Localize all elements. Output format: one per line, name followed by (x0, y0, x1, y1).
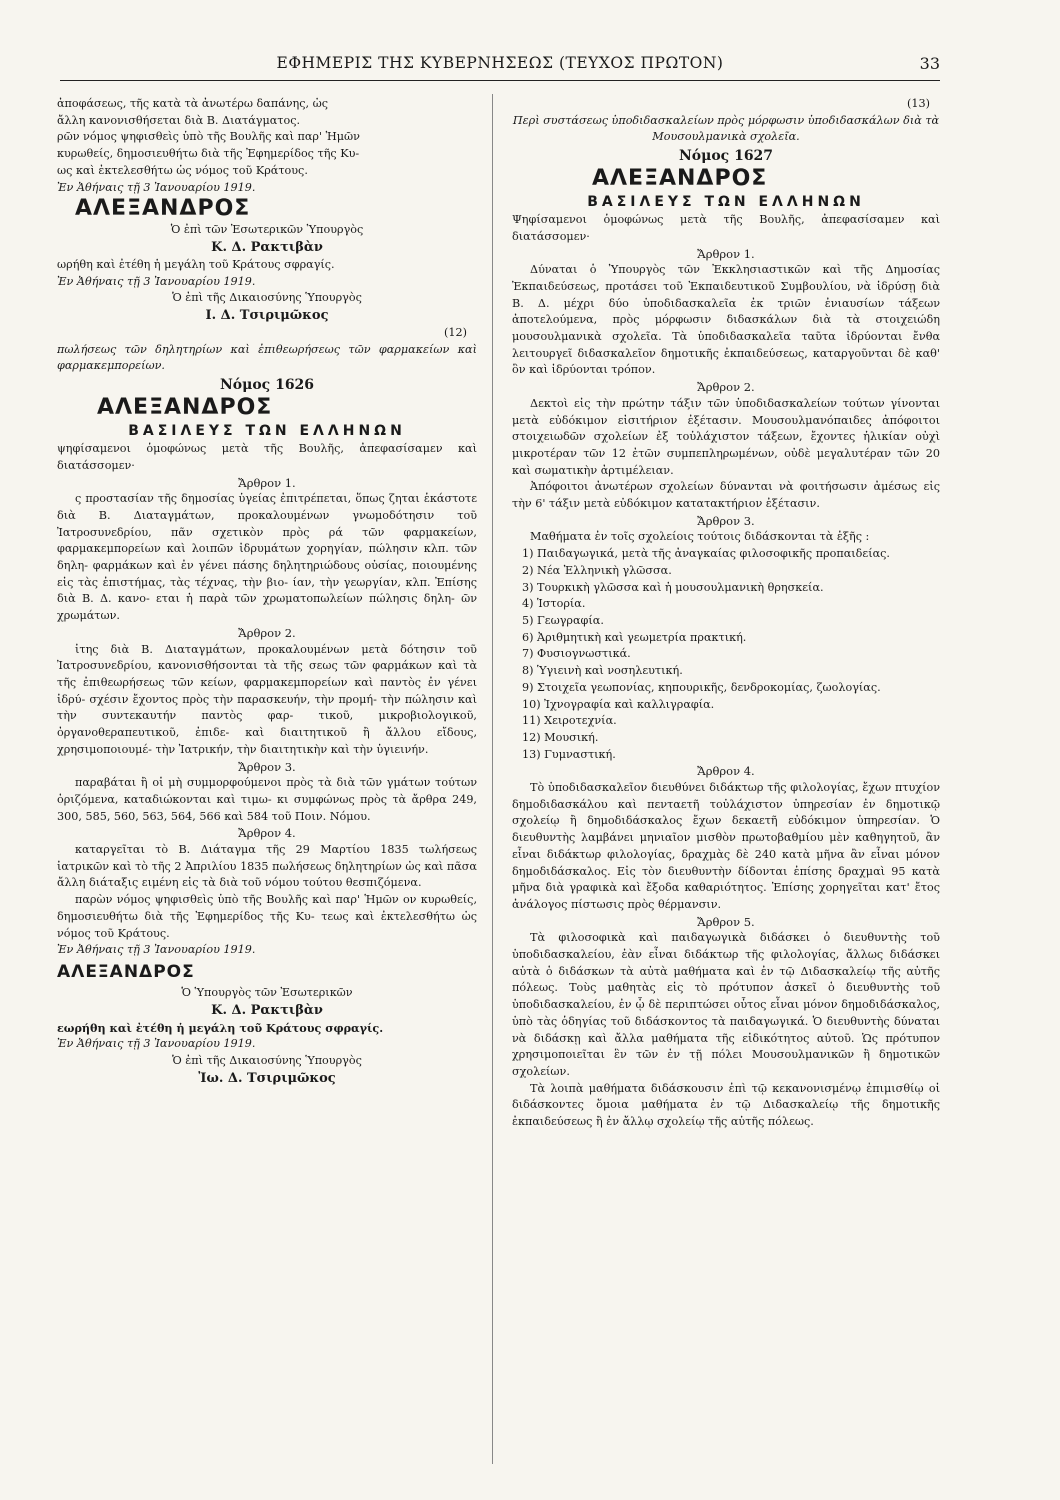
subject-item: 4) Ἱστορία. (522, 597, 586, 611)
minister-role: Ὁ ἐπὶ τῆς Δικαιοσύνης Ὑπουργὸς (172, 291, 362, 305)
column-divider (492, 94, 493, 1464)
page-number: 33 (919, 54, 940, 73)
left-column (57, 96, 477, 1486)
law-title: Νόμος 1626 (219, 377, 315, 394)
subject-item: 2) Νέα Ἑλληνικὴ γλῶσσα. (522, 563, 672, 577)
article-text: παραβάται ἢ οἱ μὴ συμμορφούμενοι πρὸς τὰ διὰ τῶν γμάτων τούτων ὁριζόμενα, καταδιώκονται καὶ τιμω- κι συμφώνως πρὸς τὰ ἄρθρα 249, 300, 585, 560, 563, 564, 566 καὶ 584 τοῦ Ποιν. Νόμου. (57, 776, 477, 823)
article-heading: Ἄρθρον 5. (697, 914, 755, 929)
minister-role: Ὁ ἐπὶ τῶν Ἐσωτερικῶν Ὑπουργὸς (170, 223, 364, 237)
intro-line: ἀποφάσεως, τῆς κατὰ τὰ ἀνωτέρω δαπάνης, ὡς (57, 97, 329, 110)
minister-name: Ἰω. Δ. Τσιριμῶκος (198, 1070, 336, 1086)
subject-item: 8) Ὑγιεινὴ καὶ νοσηλευτική. (522, 664, 683, 678)
minister-name: Κ. Δ. Ρακτιβὰν (211, 1002, 323, 1018)
article-text: Τὸ ὑποδιδασκαλεῖον διευθύνει διδάκτωρ τῆς φιλολογίας, ἔχων πτυχίον δημοδιδασκάλου καὶ πενταετῆ τοὐλάχιστον ὑπηρεσίαν ἐν δημοτικῷ σχολείῳ ἢ δημοδιδάσκαλος ἔχων δεκαετῆ εὐδόκιμον ὑπηρεσίαν. Ὁ διευθυντὴς λαμβάνει μηνιαῖον μισθὸν πρωτοβαθμίου μὲν καθηγητοῦ, ἂν εἶναι διδάκτωρ φιλολογίας, δραχμὰς δὲ 240 κατὰ μῆνα ἂν εἶναι μόνον δημοδιδάσκαλος. Εἰς τὸν διευθυντὴν δίδονται ἐπίσης δραχμαὶ 95 κατὰ μῆνα διὰ γραφικὰ καὶ ἔξοδα καθαριότητος. Ἐπίσης χορηγεῖται κατ' ἔτος ἀνάλογος πίστωσις πρὸς θέρμανσιν. (512, 781, 940, 911)
article-text: ἰτης διὰ Β. Διαταγμάτων, προκαλουμένων μετὰ δότησιν τοῦ Ἰατροσυνεδρίου, κανονισθήσονται τὰ τῆς σεως τῶν φαρμάκων καὶ τὰ τῆς ἐπιθεωρήσεως τῶν κείων, φαρμακεμπορείων καὶ παντὸς ἐν γένει ἰδρύ- σχέσιν ἔχοντος πρὸς τὴν παρασκευήν, τὴν προμή- τὴν πώλησιν καὶ τὴν συντεκαυτήν παντὸς φαρ- τικοῦ, μικροβιολογικοῦ, ὀργανοθεραπευτικοῦ, ἐπιδε- καὶ διαιτητικοῦ ἢ ἄλλου εἴδους, χρησιμοποιουμέ- τὴν Ἰατρικήν, τὴν διαιτητικὴν καὶ τὴν ὑγιεινήν. (57, 642, 477, 756)
article-text: Τὰ λοιπὰ μαθήματα διδάσκουσιν ἐπὶ τῷ κεκανονισμένῳ ἐπιμισθίῳ οἱ διδάσκοντες ὅμοια μαθήματα ἐν τῷ Διδασκαλείῳ τῆς δημοτικῆς ἐκπαιδεύσεως ἢ ἐν ἄλλῳ σχολείῳ τῆς αὐτῆς πόλεως. (512, 1081, 940, 1129)
article-heading: Ἄρθρον 2. (697, 380, 755, 395)
article-text: Δύναται ὁ Ὑπουργὸς τῶν Ἐκκλησιαστικῶν καὶ τῆς Δημοσίας Ἐκπαιδεύσεως, προτάσει τοῦ Ἐκπαιδευτικοῦ Συμβουλίου, νὰ ἱδρύσῃ διὰ Β. Δ. μέχρι δύο ὑποδιδασκαλεῖα ἐκ τριῶν ἐνιαυσίων τάξεων ἀποτελούμενα, πρὸς μόρφωσιν διδασκάλων διὰ τὰ στοιχειώδη μουσουλμανικὰ σχολεῖα. Τὰ ὑποδιδασκαλεῖα ταῦτα ἱδρύονται ἔνθα λειτουργεῖ διδασκαλεῖον δημοτικῆς ἐκπαιδεύσεως, καταργοῦνται δὲ καθ' ὃν καὶ ἱδρύονται τρόπον. (512, 263, 940, 377)
intro-line: ρῶν νόμος ψηφισθεὶς ὑπὸ τῆς Βουλῆς καὶ παρ' Ἡμῶν (57, 130, 360, 144)
minister-name: Κ. Δ. Ρακτιβὰν (211, 239, 323, 255)
subject-item: 6) Ἀριθμητικὴ καὶ γεωμετρία πρακτική. (522, 630, 747, 644)
date-line: Ἐν Ἀθήναις τῇ 3 Ἰανουαρίου 1919. (57, 943, 256, 957)
intro-line: κυρωθείς, δημοσιευθήτω διὰ τῆς Ἐφημερίδος τῆς Κυ- (57, 147, 360, 161)
law-number: (13) (907, 97, 930, 110)
law-subject: Περὶ συστάσεως ὑποδιδασκαλείων πρὸς μόρφωσιν ὑποδιδασκάλων διὰ τὰ Μουσουλμανικὰ σχολεῖα. (512, 113, 940, 144)
date-line: Ἐν Ἀθήναις τῇ 3 Ἰανουαρίου 1919. (57, 1037, 256, 1051)
article-text: Δεκτοὶ εἰς τὴν πρώτην τάξιν τῶν ὑποδιδασκαλείων τούτων γίνονται μετὰ εὐδόκιμον εἰσιτήριον ἐξέτασιν. Μουσουλμανόπαιδες ἀπόφοιτοι στοιχειωδῶν σχολείων ἐξ τοὐλάχιστον τάξεων, ἔχοντες ἡλικίαν οὐχὶ μικροτέραν τῶν 12 ἐτῶν συμπεπληρωμένων, οὐδὲ μεγαλυτέραν τῶν 20 καὶ σωματικὴν ἀρτιμέλειαν. (512, 396, 940, 477)
king-signature: ΑΛΕΞΑΝΔΡΟΣ (57, 961, 195, 982)
king-title: ΒΑΣΙΛΕΥΣ ΤΩΝ ΕΛΛΗΝΩΝ (128, 423, 406, 440)
king-title: ΒΑΣΙΛΕΥΣ ΤΩΝ ΕΛΛΗΝΩΝ (587, 194, 865, 211)
intro-line: ἄλλη κανονισθήσεται διὰ Β. Διατάγματος. (57, 113, 301, 127)
law-subject: πωλήσεως τῶν δηλητηρίων καὶ ἐπιθεωρήσεως τῶν φαρμακείων καὶ φαρμακεμπορείων. (57, 342, 477, 373)
subject-item: 9) Στοιχεῖα γεωπονίας, κηπουρικῆς, δενδροκομίας, ζωολογίας. (522, 680, 881, 694)
article-heading: Ἄρθρον 1. (238, 475, 296, 490)
date-line: Ἐν Ἀθήναις τῇ 3 Ἰανουαρίου 1919. (57, 180, 256, 194)
article-heading: Ἄρθρον 3. (697, 513, 755, 528)
king-signature: ΑΛΕΞΑΝΔΡΟΣ (97, 395, 273, 421)
article-text: Ἀπόφοιτοι ἀνωτέρων σχολείων δύνανται νὰ φοιτήσωσιν ἀμέσως εἰς τὴν 6' τάξιν μετὰ εὐδόκιμον κατατακτήριον ἐξέτασιν. (512, 480, 940, 511)
subject-item: 12) Μουσική. (522, 730, 599, 744)
minister-name: Ι. Δ. Τσιριμῶκος (205, 308, 329, 324)
article-text: ς προστασίαν τῆς δημοσίας ὑγείας ἐπιτρέπεται, ὅπως ζηται ἑκάστοτε διὰ Β. Διαταγμάτων, προκαλουμένων γνωμοδότησιν τοῦ Ἰατροσυνεδρίου, πᾶν σχετικὸν πρὸς ρά τῶν φαρμακείων, φαρμακεμπορείων καὶ λοιπῶν ἰδρυμάτων χορηγίαν, πώλησιν κλπ. τῶν δηλη- φαρμάκων καὶ ἐν γένει πάσης δηλητηριώδους οὐσίας, ποιουμένης εἰς τὰς ἐπιστήμας, τὰς τέχνας, τὴν βιο- ίαν, τὴν γεωργίαν, κλπ. Ἐπίσης διὰ Β. Δ. κανο- εται ἡ παρὰ τῶν χρωματοπωλείων πώλησις δηλη- ῶν χρωμάτων. (57, 492, 477, 623)
seal-line: εωρήθη καὶ ἐτέθη ἡ μεγάλη τοῦ Κράτους σφραγίς. (57, 1020, 384, 1035)
subject-item: 5) Γεωγραφία. (522, 613, 604, 627)
article-text: καταργεῖται τὸ Β. Διάταγμα τῆς 29 Μαρτίου 1835 τωλήσεως ἰατρικῶν καὶ τὸ τῆς 2 Ἀπριλίου 1835 πωλήσεως δηλητηρίων ὡς καὶ πᾶσα ἄλλη διάταξις ειμένη εἰς τὰ διὰ τοῦ νόμου τούτου θεσπιζόμενα. (57, 843, 477, 890)
king-signature: ΑΛΕΞΑΝΔΡΟΣ (75, 196, 251, 222)
subject-item: 3) Τουρκικὴ γλῶσσα καὶ ἡ μουσουλμανικὴ θρησκεία. (522, 580, 824, 594)
intro-line: ως καὶ ἐκτελεσθήτω ὡς νόμος τοῦ Κράτους. (57, 163, 308, 177)
preamble: Ψηφίσαμενοι ὁμοφώνως μετὰ τῆς Βουλῆς, ἀπεφασίσαμεν καὶ διατάσσομεν· (512, 213, 940, 243)
article-text: Μαθήματα ἐν τοῖς σχολείοις τούτοις διδάσκονται τὰ ἑξῆς : (530, 530, 870, 544)
page-header (60, 52, 940, 81)
subject-item: 7) Φυσιογνωστικά. (522, 647, 631, 661)
subject-item: 10) Ἰχνογραφία καὶ καλλιγραφία. (522, 697, 715, 711)
subject-item: 13) Γυμναστική. (522, 747, 616, 761)
article-heading: Ἄρθρον 2. (238, 625, 296, 640)
subject-item: 1) Παιδαγωγικά, μετὰ τῆς ἀναγκαίας φιλοσοφικῆς προπαιδείας. (522, 547, 890, 561)
minister-role: Ὁ Ὑπουργὸς τῶν Ἐσωτερικῶν (181, 985, 353, 999)
gazette-title: ΕΦΗΜΕΡΙΣ ΤΗΣ ΚΥΒΕΡΝΗΣΕΩΣ (ΤΕΥΧΟΣ ΠΡΩΤΟΝ) (276, 54, 724, 72)
law-number: (12) (444, 326, 467, 340)
minister-role: Ὁ ἐπὶ τῆς Δικαιοσύνης Ὑπουργὸς (172, 1054, 362, 1068)
article-heading: Ἄρθρον 4. (238, 826, 296, 841)
preamble: ψηφίσαμενοι ὁμοφώνως μετὰ τῆς Βουλῆς, ἀπεφασίσαμεν καὶ διατάσσομεν· (57, 442, 477, 472)
article-text: Τὰ φιλοσοφικὰ καὶ παιδαγωγικὰ διδάσκει ὁ διευθυντὴς τοῦ ὑποδιδασκαλείου, ἐὰν εἶναι διδάκτωρ τῆς φιλολογίας, ἄλλως διδάσκει αὐτὰ ὁ διδάσκων τὰ αὐτὰ μαθήματα καὶ ἐν τῷ Διδασκαλείῳ τῆς αὐτῆς πόλεως. Τοὺς μαθητὰς εἰς τὸ πρότυπον ἀσκεῖ ὁ διευθυντὴς τοῦ ὑποδιδασκαλείου, ἐν ᾧ δὲ περιπτώσει οὗτος εἶναι μόνον δημοδιδάσκαλος, ὑπὸ τὰς ὁδηγίας τοῦ διδάσκοντος τὰ παιδαγωγικά. Ὁ διευθυντὴς δύναται νὰ διδάσκῃ καὶ ἄλλα μαθήματα τῆς εἰδικότητος αὐτοῦ. Ὡς πρότυπον χρησιμοποιεῖται ἓν τῶν ἐν τῇ πόλει Μουσουλμανικῶν ἢ δημοτικῶν σχολείων. (512, 931, 940, 1078)
law-title: Νόμος 1627 (678, 148, 774, 165)
king-signature: ΑΛΕΞΑΝΔΡΟΣ (592, 166, 768, 192)
date-line: Ἐν Ἀθήναις τῇ 3 Ἰανουαρίου 1919. (57, 274, 256, 288)
right-column (512, 96, 940, 1486)
article-heading: Ἄρθρον 4. (697, 764, 755, 779)
article-heading: Ἄρθρον 1. (697, 246, 755, 261)
article-heading: Ἄρθρον 3. (238, 759, 296, 774)
seal-line: ωρήθη καὶ ἐτέθη ἡ μεγάλη τοῦ Κράτους σφραγίς. (57, 257, 335, 271)
subject-item: 11) Χειροτεχνία. (522, 714, 617, 728)
article-text: παρὼν νόμος ψηφισθεὶς ὑπὸ τῆς Βουλῆς καὶ παρ' Ἡμῶν ον κυρωθείς, δημοσιευθήτω διὰ τῆς Ἐφημερίδος τῆς Κυ- τεως καὶ ἐκτελεσθήτω ὡς νόμος τοῦ Κράτους. (57, 893, 477, 940)
